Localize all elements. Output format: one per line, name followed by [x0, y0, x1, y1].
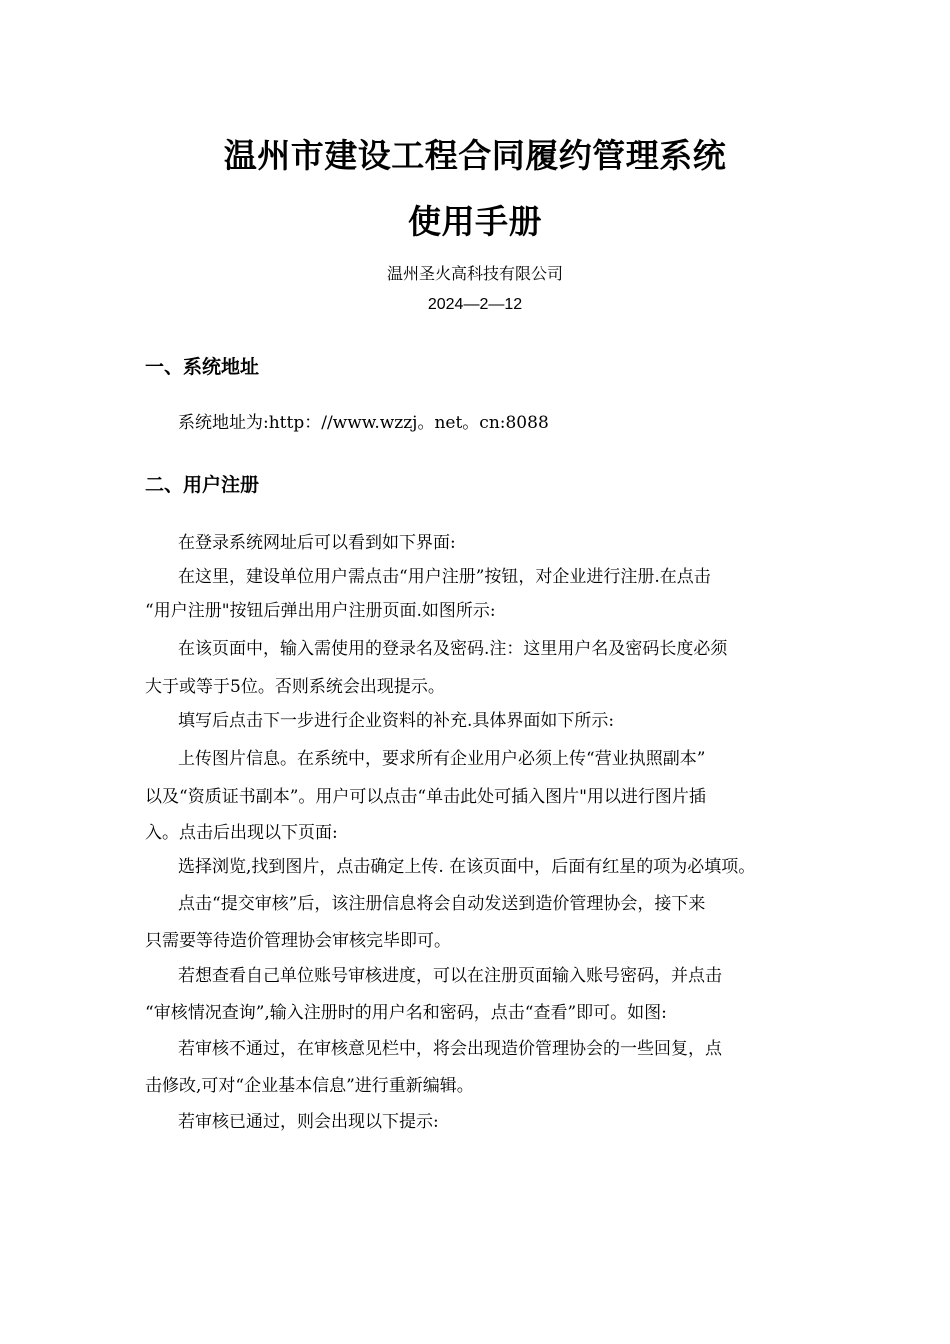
paragraph-line: 以及“资质证书副本”。用户可以点击“单击此处可插入图片"用以进行图片插 — [145, 787, 706, 807]
paragraph-line: 系统地址为:http：//www.wzzj。net。cn:8088 — [178, 413, 549, 433]
paragraph-line: 若审核已通过，则会出现以下提示: — [178, 1112, 439, 1132]
paragraph-line: “用户注册"按钮后弹出用户注册页面.如图所示: — [145, 601, 496, 621]
paragraph-line: 入。点击后出现以下页面: — [145, 823, 338, 843]
paragraph-line: 在这里，建设单位用户需点击“用户注册”按钮，对企业进行注册.在点击 — [178, 567, 711, 587]
paragraph-line: 填写后点击下一步进行企业资料的补充.具体界面如下所示: — [178, 711, 615, 731]
paragraph-line: 上传图片信息。在系统中，要求所有企业用户必须上传“营业执照副本” — [178, 749, 706, 769]
paragraph-line: 在该页面中，输入需使用的登录名及密码.注：这里用户名及密码长度必须 — [178, 639, 728, 659]
paragraph-line: 击修改,可对“企业基本信息”进行重新编辑。 — [145, 1076, 474, 1096]
paragraph-line: “审核情况查询”,输入注册时的用户名和密码，点击“查看”即可。如图: — [145, 1003, 667, 1023]
section-heading-system-address: 一、系统地址 — [145, 356, 260, 378]
paragraph-line: 大于或等于5位。否则系统会出现提示。 — [145, 677, 445, 697]
paragraph-line: 若想查看自己单位账号审核进度，可以在注册页面输入账号密码，并点击 — [178, 966, 722, 986]
section-heading-user-registration: 二、用户注册 — [145, 474, 260, 496]
document-date: 2024—2—12 — [427, 296, 523, 313]
paragraph-line: 在登录系统网址后可以看到如下界面: — [178, 533, 456, 553]
paragraph-line: 若审核不通过，在审核意见栏中，将会出现造价管理协会的一些回复，点 — [178, 1039, 722, 1059]
paragraph-line: 只需要等待造价管理协会审核完毕即可。 — [145, 931, 451, 951]
document-subtitle: 使用手册 — [408, 202, 542, 241]
document-title: 温州市建设工程合同履约管理系统 — [223, 136, 727, 175]
paragraph-line: 选择浏览,找到图片，点击确定上传. 在该页面中，后面有红星的项为必填项。 — [178, 857, 756, 877]
company-name: 温州圣火高科技有限公司 — [386, 264, 563, 283]
paragraph-line: 点击“提交审核”后，该注册信息将会自动发送到造价管理协会，接下来 — [178, 894, 706, 914]
